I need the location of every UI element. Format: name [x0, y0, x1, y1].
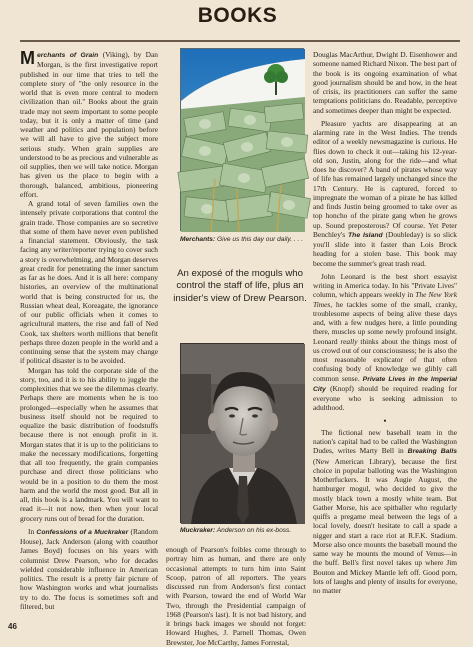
paragraph: A grand total of seven families own the intensely private corporations that control the grain trade. Those companies are so secretive that some of them have never even published a financial statement. Obviously, the task facing any writer/reporter trying to cover such a story is overwhelming, and Morgan deserves great credit for penetrating the inner sanctum as far as he does. And it is all here: company histories, an overview of the multinational world that is being constructed for us, the Russian wheat deal, Koreagate, the ignorance of our public officials when it comes to agricultural matters, the rise and fall of Ned Cook, tax shelters worth millions that benefit perhaps three dozen people in the world and a continuing sense that the system may change if political disaster is to be avoided.: [20, 199, 158, 366]
jack-anderson-photo: [180, 343, 304, 523]
paragraph: enough of Pearson's foibles come through to portray him as human, and there are only occasional attempts to turn him into Saint Scoop, patron of all reporters. The years discussed run from Anderson's first contact with Pearson, toward the end of World War Two, through the Presidential campaign of 1968 (Pearson's last). It is not bad history, and it brings back images we should not forget: Howard Hughes, J. Parnell Thomas, Owen Brewster, Joe McCarthy, James Forrestal,: [166, 545, 306, 647]
section-title: BOOKS: [197, 4, 278, 27]
paragraph: Douglas MacArthur, Dwight D. Eisenhower and someone named Richard Nixon. The best part of the book is its ongoing examination of what good journalism should be and how, in the heat of crisis, its practitioners can suffer the same temptations politicians do. Readable, perceptive and sometimes deeper than might be expected.: [313, 50, 457, 115]
book-title-private-lives: Private Lives in the Imperial City: [313, 375, 457, 393]
header-rule: [20, 40, 460, 42]
caption-muckraker: Muckraker: Anderson on his ex-boss.: [180, 527, 292, 534]
book-title-breaking-balls: Breaking Balls: [407, 448, 457, 456]
book-title-confessions: Confessions of a Muckraker: [36, 528, 129, 536]
drop-cap: M: [20, 48, 35, 68]
review-breaking-balls: The fictional new baseball team in the nation's capital had to be called the Washington Dudes, writes Marty Bell in Breaking Balls (New American Library), because the first choice in popular balloting was the Washington Motherfuckers. It was Augie August, the hamburger mogul, who decided to give the mostly black town a mostly white team. But Gather Morse, his ace spitballer who regularly quiffs a pregame meal between the legs of a local lovely, doesn't hesitate to call a spade a nigger and start a race riot at R.F.K. Stadium. Morse also once mounts the baseball mound the same way he mounts the mound of Venus—in the buff. Bell's first novel takes up where Jim Bouton and Mickey Mantle left off. Good porn, lots of laughs and plenty of insults for everyone, no matter: [313, 427, 457, 595]
review-confessions-of-a-muckraker: In Confessions of a Muckraker (Random House), Jack Anderson (along with coauthor James Boyd) focuses on his years with columnist Drew Pearson, who for decades wielded considerable influence in American politics. The result is a pretty fair picture of how Washington works and what journalists try to do. The focus is sometimes soft and filtered, but: [20, 526, 159, 611]
right-column: [313, 50, 457, 632]
book-title-merchants-of-grain: erchants of Grain: [37, 52, 99, 59]
caption-merchants: Merchants: Give us this day our daily. . . .: [180, 236, 304, 243]
review-merchants-of-grain: [20, 50, 158, 199]
book-title-the-island: The Island: [348, 231, 383, 239]
left-column: [20, 50, 158, 632]
page-number: 46: [8, 622, 17, 631]
section-bullet: •: [383, 415, 387, 426]
review-text: (Random House), Jack Anderson (along with coauthor James Boyd) focuses on his years with columnist Drew Pearson, who for decades wielded considerable influence in American politics. The result is a pretty fair picture of how Washington works and what journalists try to do. The focus is sometimes soft and filtered, but: [20, 526, 159, 611]
pull-quote: An exposé of the moguls who control the staff of life, plus an insider's view of Drew Pearson.: [173, 268, 307, 304]
grain-money-illustration: [180, 48, 304, 231]
review-the-island: Pleasure yachts are disappearing at an alarming rate in the West Indies. The trends editor of a weekly newsmagazine is curious. He flies down to check it out—taking his 12-year-old son, Justin, along for the ride—and what does he discover? A band of pirates whose way of life has remained largely unchanged since the 17th Century. He is captured, forced to impregnate the woman of a pirate he has killed and finds Justin being groomed to take over as top honcho of the pirate gang when he grows up. Sound preposterous? Of course. Yet Peter Benchley's The Island (Doubleday) is so slick you'll slide into it faster than Lois Brock heading for a stolen base. This book may become the summer's great trash read.: [313, 118, 458, 268]
review-text: (Viking), by Dan Morgan, is the first investigative report published in our time that tries to tell the complete story of "the only resource in the world that is even more central to modern civilization than oil." Books about the grain trade may not seem important to some people today, but it is only a matter of time (and weather and politics and population) before we will all have to give the subject more serious study. When grain supplies are understood to be as precious and vulnerable as oil supplies, then we will take notice. Morgan has given us the place to begin with a thorough, balanced, ambitious, pioneering effort.: [20, 50, 158, 199]
paragraph: Morgan has told the corporate side of the story, too, and it is to his ability to juggle the complexities that we see the dilemmas clearly. Perhaps there are moments when he is too prolonged—especially when he assumes that business itself should not be required to equalize the basic distribution of foodstuffs because there is not enough profit in it. Morgan states that it is up to the politicians to make the necessary modifications, forgetting that all too frequently, the grain companies purchase and direct those politicians who would be in a position to do them the most harm and the world the most good. But all in all, this book is a landmark. You will want to read it—it not now, then when your local grocery runs out of bread for the duration.: [20, 365, 158, 523]
middle-column-text: [166, 545, 306, 647]
review-private-lives: John Leonard is the best short essayist writing in America today. In his "Private Lives" column, which appears weekly in The New York Times, he tackles some of the small, cranky, troublesome aspects of being alive these days and, with a few nudges here, a little pounding there, muscles up some newly profound insight. Leonard really thinks about the things most of us crowd out of our consciousness; he is also the most reasonable explicator of that often confusing body of knowledge we glibly call common sense. Private Lives in the Imperial City (Knopf) should be required reading for everyone who is seeking admission to adulthood.: [313, 271, 457, 413]
